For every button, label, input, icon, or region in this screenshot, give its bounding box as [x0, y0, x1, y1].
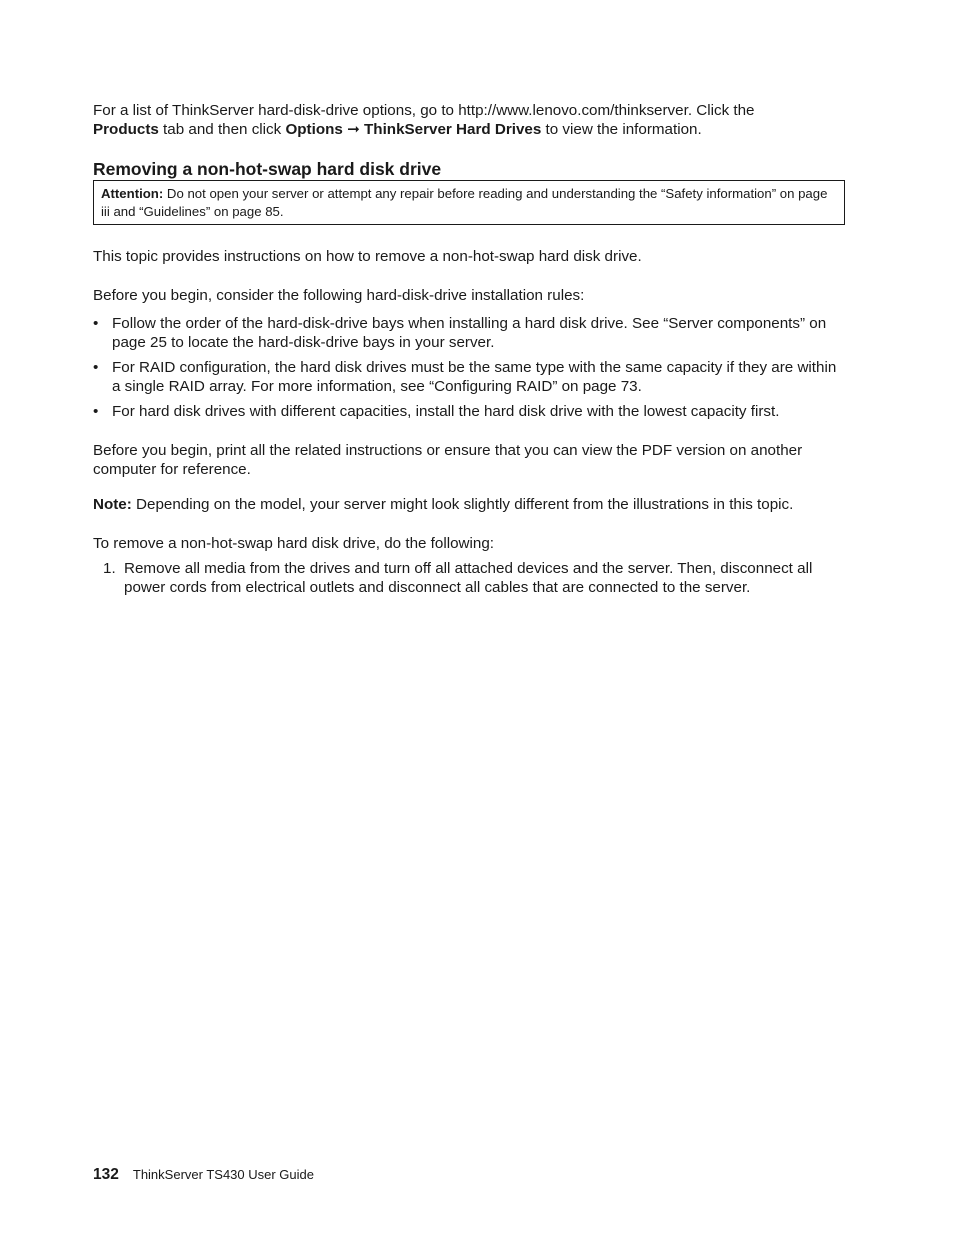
step-text: Remove all media from the drives and turn off all attached devices and the server. Then, disconnect all power cords from electrical outlets and disconnect all cables that are connected to the server.	[124, 560, 813, 596]
products-term: Products	[93, 121, 159, 138]
attention-box	[93, 180, 845, 225]
note-paragraph	[93, 495, 845, 514]
guide-title: ThinkServer TS430 User Guide	[132, 1167, 314, 1182]
intro-paragraph	[93, 101, 845, 139]
list-item	[93, 402, 845, 421]
rules-list	[93, 314, 845, 421]
bullet-icon: •	[93, 359, 99, 376]
note-text: Depending on the model, your server might look slightly different from the illustrations in this topic.	[131, 496, 794, 513]
procedure-intro: To remove a non-hot-swap hard disk drive, do the following:	[93, 535, 494, 552]
section-heading: Removing a non-hot-swap hard disk drive	[93, 159, 442, 179]
intro-mid-text: tab and then click	[158, 121, 286, 138]
intro-text: For a list of ThinkServer hard-disk-drive options, go to http://www.lenovo.com/thinkserver. Click the	[93, 102, 755, 119]
step-number: 1.	[103, 560, 116, 577]
rule-text: For RAID configuration, the hard disk drives must be the same type with the same capacity if they are within a single RAID array. For more information, see “Configuring RAID” on page 73.	[112, 359, 837, 395]
list-item	[93, 559, 845, 597]
list-item	[93, 358, 845, 396]
options-term: Options	[285, 121, 343, 138]
page-footer	[93, 1165, 314, 1185]
topic-paragraph: This topic provides instructions on how to remove a non-hot-swap hard disk drive.	[93, 248, 642, 265]
page-number: 132	[93, 1166, 119, 1183]
intro-end-text: to view the information.	[541, 121, 702, 138]
rules-intro: Before you begin, consider the following hard-disk-drive installation rules:	[93, 287, 585, 304]
attention-text: Do not open your server or attempt any repair before reading and understanding the “Safety information” on page iii and “Guidelines” on page 85.	[101, 186, 828, 219]
bullet-icon: •	[93, 315, 99, 332]
hard-drives-term: ThinkServer Hard Drives	[364, 121, 542, 138]
rule-text: For hard disk drives with different capacities, install the hard disk drive with the lowest capacity first.	[112, 403, 780, 420]
note-label: Note:	[93, 496, 132, 513]
print-paragraph: Before you begin, print all the related instructions or ensure that you can view the PDF version on another computer for reference.	[93, 442, 803, 478]
page-content	[93, 101, 845, 597]
arrow-icon: ➞	[342, 121, 365, 138]
steps-list	[93, 559, 845, 597]
rule-text: Follow the order of the hard-disk-drive bays when installing a hard disk drive. See “Server components” on page 25 to locate the hard-disk-drive bays in your server.	[112, 315, 827, 351]
attention-label: Attention:	[101, 186, 164, 201]
bullet-icon: •	[93, 403, 99, 420]
list-item	[93, 314, 845, 352]
